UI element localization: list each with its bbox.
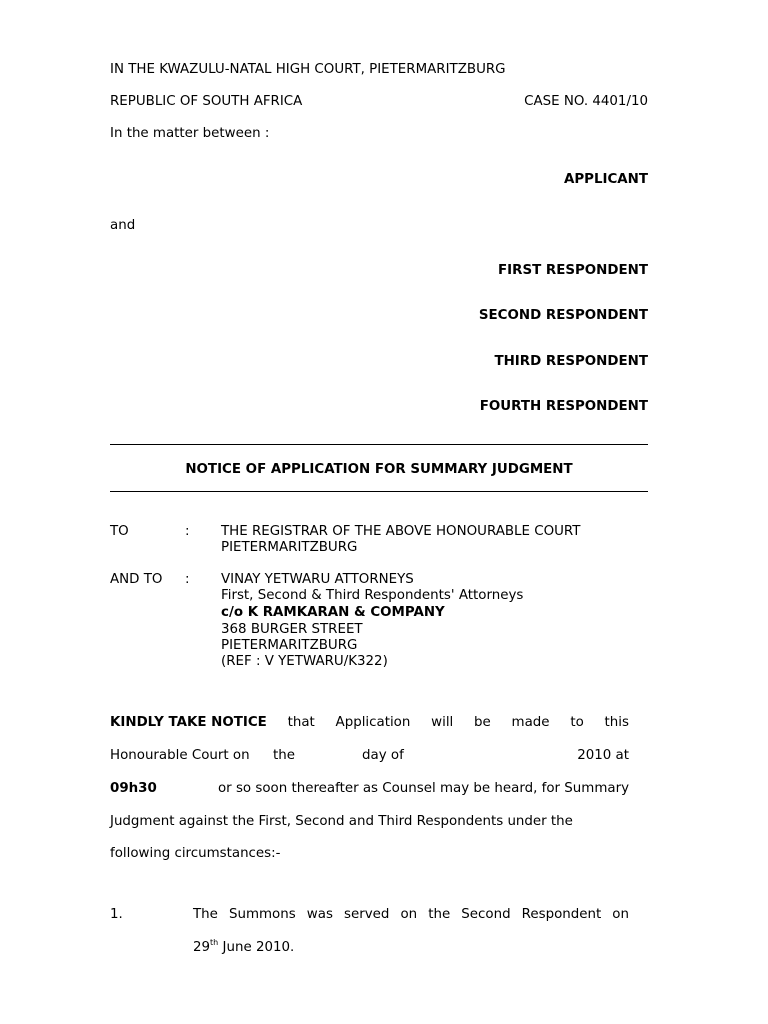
and-to-line-3: c/o K RAMKARAN & COMPANY [221, 605, 445, 620]
second-respondent-label: SECOND RESPONDENT [478, 308, 648, 323]
to-line-1: THE REGISTRAR OF THE ABOVE HONOURABLE COURT [221, 524, 581, 539]
kindly-take-notice: KINDLY TAKE NOTICE [110, 715, 267, 730]
body-word: that [287, 715, 315, 730]
and-to-line-1: VINAY YETWARU ATTORNEYS [221, 572, 414, 587]
and-to-label: AND TO [110, 572, 163, 587]
body-line-2-c: day of [362, 748, 404, 763]
body-line-1 [110, 715, 629, 731]
and-to-line-6: (REF : V YETWARU/K322) [221, 654, 388, 669]
body-line-4: Judgment against the First, Second and Third Respondents under the [110, 814, 573, 829]
body-line-3 [110, 781, 157, 797]
body-word: be [474, 715, 491, 730]
to-colon: : [185, 524, 190, 539]
hearing-time: 09h30 [110, 781, 157, 796]
body-line-5: following circumstances:- [110, 846, 281, 861]
body-word: made [511, 715, 550, 730]
first-respondent-label: FIRST RESPONDENT [498, 263, 648, 278]
and-to-colon: : [185, 572, 190, 587]
title-rule-top [110, 444, 648, 445]
service-day: 29 [193, 940, 211, 955]
and-to-line-4: 368 BURGER STREET [221, 622, 363, 637]
day-suffix: th [210, 938, 219, 947]
body-word: Application [335, 715, 411, 730]
paragraph-1-line-2 [193, 940, 294, 956]
case-number: CASE NO. 4401/10 [524, 94, 648, 109]
matter-between: In the matter between : [110, 126, 270, 141]
and-to-line-2: First, Second & Third Respondents' Attorneys [221, 588, 524, 603]
body-line-2-b: the [273, 748, 295, 763]
body-line-3-rest: or so soon thereafter as Counsel may be heard, for Summary [217, 781, 629, 796]
fourth-respondent-label: FOURTH RESPONDENT [479, 399, 648, 414]
body-line-2-d: 2010 at [577, 748, 629, 763]
applicant-label: APPLICANT [563, 172, 648, 187]
notice-title: NOTICE OF APPLICATION FOR SUMMARY JUDGMENT [185, 462, 573, 477]
service-month-year: June 2010. [218, 940, 295, 955]
paragraph-1-line-1: The Summons was served on the Second Respondent on [193, 907, 629, 922]
and-label: and [110, 218, 136, 233]
to-label: TO [110, 524, 129, 539]
body-word: will [431, 715, 454, 730]
paragraph-number: 1. [110, 907, 123, 922]
court-heading: IN THE KWAZULU-NATAL HIGH COURT, PIETERMARITZBURG [110, 62, 506, 77]
body-word: this [604, 715, 629, 730]
country-heading: REPUBLIC OF SOUTH AFRICA [110, 94, 303, 109]
body-word: to [570, 715, 584, 730]
and-to-line-5: PIETERMARITZBURG [221, 638, 358, 653]
third-respondent-label: THIRD RESPONDENT [494, 354, 648, 369]
body-line-2-a: Honourable Court on [110, 748, 250, 763]
to-line-2: PIETERMARITZBURG [221, 540, 358, 555]
title-rule-bottom [110, 491, 648, 492]
